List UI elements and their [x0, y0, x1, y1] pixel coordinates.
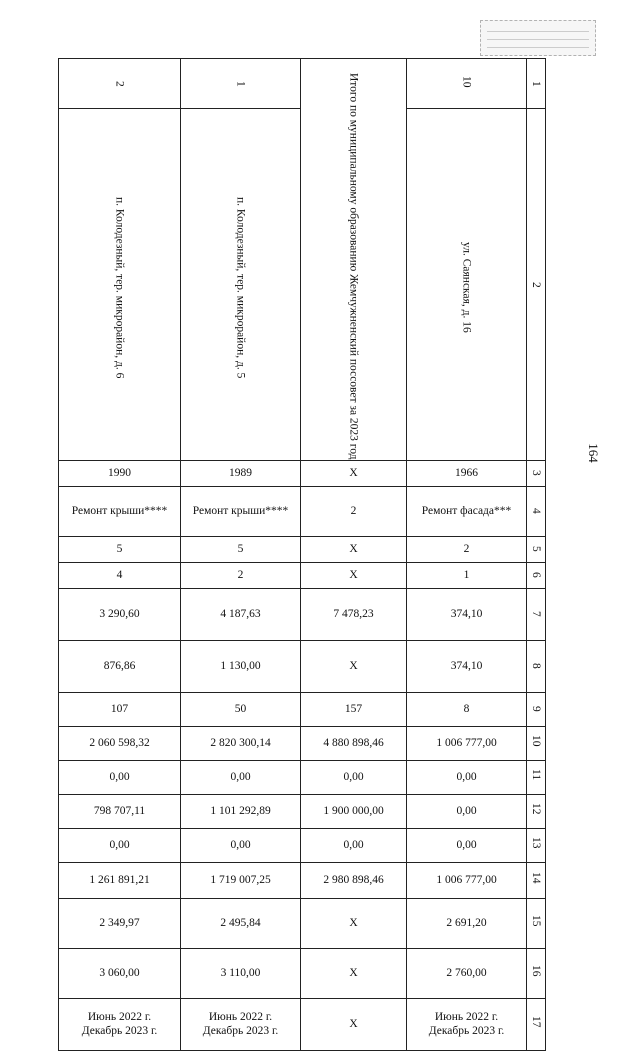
- value-cell: 157: [301, 692, 407, 726]
- table-row: [59, 486, 546, 536]
- value-cell: 2: [407, 536, 527, 562]
- table-row: [59, 562, 546, 588]
- col-number-cell: 2: [59, 59, 181, 109]
- row-index: 11: [527, 760, 546, 794]
- table-row: [59, 59, 546, 109]
- value-cell: 2 691,20: [407, 898, 527, 948]
- value-cell: 1 261 891,21: [59, 862, 181, 898]
- value-cell: 2 820 300,14: [181, 726, 301, 760]
- value-cell: 0,00: [181, 828, 301, 862]
- value-cell: 2 495,84: [181, 898, 301, 948]
- value-cell: 4 187,63: [181, 588, 301, 640]
- row-index: 2: [527, 109, 546, 460]
- value-cell: 3 110,00: [181, 948, 301, 998]
- value-cell: 0,00: [59, 760, 181, 794]
- value-cell: 0,00: [181, 760, 301, 794]
- row-index: 15: [527, 898, 546, 948]
- value-cell: 1990: [59, 460, 181, 486]
- value-cell: 1 101 292,89: [181, 794, 301, 828]
- address-cell: п. Колодезный, тер. микрорайон, д. 5: [181, 109, 301, 460]
- value-cell: 0,00: [59, 828, 181, 862]
- row-index: 10: [527, 726, 546, 760]
- value-cell: 107: [59, 692, 181, 726]
- table-row: [59, 998, 546, 1050]
- value-cell: 1 006 777,00: [407, 726, 527, 760]
- table-row: [59, 794, 546, 828]
- table-row: [59, 640, 546, 692]
- value-cell: Х: [301, 898, 407, 948]
- value-cell: 1 006 777,00: [407, 862, 527, 898]
- value-cell: 5: [181, 536, 301, 562]
- value-cell: 2: [301, 486, 407, 536]
- housing-repair-table: [58, 58, 546, 1051]
- value-cell: 0,00: [301, 828, 407, 862]
- value-cell: 876,86: [59, 640, 181, 692]
- address-cell: п. Колодезный, тер. микрорайон, д. 6: [59, 109, 181, 460]
- value-cell: Х: [301, 640, 407, 692]
- value-cell: Ремонт фасада***: [407, 486, 527, 536]
- row-index: 6: [527, 562, 546, 588]
- value-cell: Х: [301, 460, 407, 486]
- value-cell: 1 719 007,25: [181, 862, 301, 898]
- value-cell: 2 760,00: [407, 948, 527, 998]
- table-row: [59, 588, 546, 640]
- table-row: [59, 726, 546, 760]
- value-cell: 2 060 598,32: [59, 726, 181, 760]
- row-index: 13: [527, 828, 546, 862]
- value-cell: 2 349,97: [59, 898, 181, 948]
- value-cell: 3 290,60: [59, 588, 181, 640]
- value-cell: 2 980 898,46: [301, 862, 407, 898]
- value-cell: 0,00: [407, 828, 527, 862]
- row-index: 16: [527, 948, 546, 998]
- row-index: 8: [527, 640, 546, 692]
- value-cell: 8: [407, 692, 527, 726]
- value-cell: 1: [407, 562, 527, 588]
- value-cell: 2: [181, 562, 301, 588]
- value-cell: 50: [181, 692, 301, 726]
- value-cell: 0,00: [407, 794, 527, 828]
- value-cell: 0,00: [407, 760, 527, 794]
- col-number-cell: 10: [407, 59, 527, 109]
- table-row: [59, 898, 546, 948]
- table-row: [59, 460, 546, 486]
- value-cell: 374,10: [407, 588, 527, 640]
- row-index: 14: [527, 862, 546, 898]
- value-cell: Х: [301, 536, 407, 562]
- row-index: 9: [527, 692, 546, 726]
- row-index: 7: [527, 588, 546, 640]
- value-cell: 4 880 898,46: [301, 726, 407, 760]
- table-row: [59, 536, 546, 562]
- registration-stamp: [480, 20, 596, 56]
- table-row: [59, 862, 546, 898]
- value-cell: 4: [59, 562, 181, 588]
- table-row: [59, 828, 546, 862]
- period-cell: Июнь 2022 г. Декабрь 2023 г.: [181, 998, 301, 1050]
- row-index: 12: [527, 794, 546, 828]
- value-cell: Ремонт крыши****: [181, 486, 301, 536]
- table-row: [59, 760, 546, 794]
- page-number: 164: [586, 443, 601, 463]
- value-cell: 0,00: [301, 760, 407, 794]
- value-cell: Х: [301, 562, 407, 588]
- total-header-cell: Итого по муниципальному образованию Жемчужненский поссовет за 2023 год: [301, 59, 407, 461]
- value-cell: 1 900 000,00: [301, 794, 407, 828]
- row-index: 5: [527, 536, 546, 562]
- period-cell: Х: [301, 998, 407, 1050]
- col-number-cell: 1: [181, 59, 301, 109]
- row-index: 1: [527, 59, 546, 109]
- value-cell: 1966: [407, 460, 527, 486]
- value-cell: 3 060,00: [59, 948, 181, 998]
- value-cell: 1989: [181, 460, 301, 486]
- value-cell: Ремонт крыши****: [59, 486, 181, 536]
- period-cell: Июнь 2022 г. Декабрь 2023 г.: [407, 998, 527, 1050]
- row-index: 4: [527, 486, 546, 536]
- row-index: 17: [527, 998, 546, 1050]
- table-row: [59, 948, 546, 998]
- value-cell: Х: [301, 948, 407, 998]
- value-cell: 1 130,00: [181, 640, 301, 692]
- value-cell: 798 707,11: [59, 794, 181, 828]
- period-cell: Июнь 2022 г. Декабрь 2023 г.: [59, 998, 181, 1050]
- value-cell: 5: [59, 536, 181, 562]
- address-cell: ул. Саянская, д. 16: [407, 109, 527, 460]
- value-cell: 374,10: [407, 640, 527, 692]
- table-row: [59, 692, 546, 726]
- row-index: 3: [527, 460, 546, 486]
- value-cell: 7 478,23: [301, 588, 407, 640]
